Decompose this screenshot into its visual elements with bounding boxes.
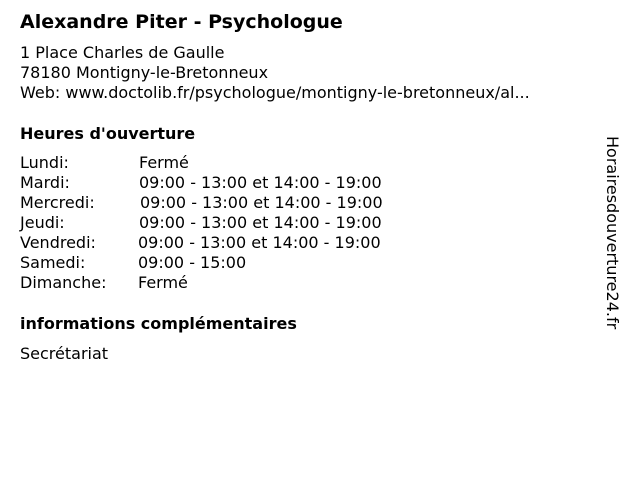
address-street: 1 Place Charles de Gaulle [20, 43, 225, 62]
additional-info-heading: informations complémentaires [20, 314, 297, 333]
website-link[interactable]: Web: www.doctolib.fr/psychologue/montigny-le-bretonneux/al... [20, 83, 530, 102]
page-title: Alexandre Piter - Psychologue [20, 11, 343, 33]
site-brand-watermark: Horairesdouverture24.fr [603, 136, 622, 330]
day-hours: 09:00 - 13:00 et 14:00 - 19:00 [140, 193, 383, 212]
day-hours: 09:00 - 13:00 et 14:00 - 19:00 [139, 173, 382, 192]
day-label: Jeudi: [20, 213, 65, 232]
additional-info-text: Secrétariat [20, 344, 109, 363]
day-label: Mercredi: [20, 193, 95, 212]
address-city: 78180 Montigny-le-Bretonneux [20, 63, 269, 82]
day-hours: Fermé [139, 153, 189, 172]
address-block [20, 43, 530, 103]
day-label: Mardi: [20, 173, 70, 192]
day-hours: 09:00 - 13:00 et 14:00 - 19:00 [139, 213, 382, 232]
day-label: Samedi: [20, 253, 86, 272]
day-label: Lundi: [20, 153, 69, 172]
day-hours: 09:00 - 13:00 et 14:00 - 19:00 [138, 233, 381, 252]
day-hours: 09:00 - 15:00 [138, 253, 247, 272]
day-hours: Fermé [138, 273, 188, 292]
day-label: Vendredi: [20, 233, 96, 252]
day-label: Dimanche: [20, 273, 107, 292]
opening-hours-heading: Heures d'ouverture [20, 124, 196, 143]
